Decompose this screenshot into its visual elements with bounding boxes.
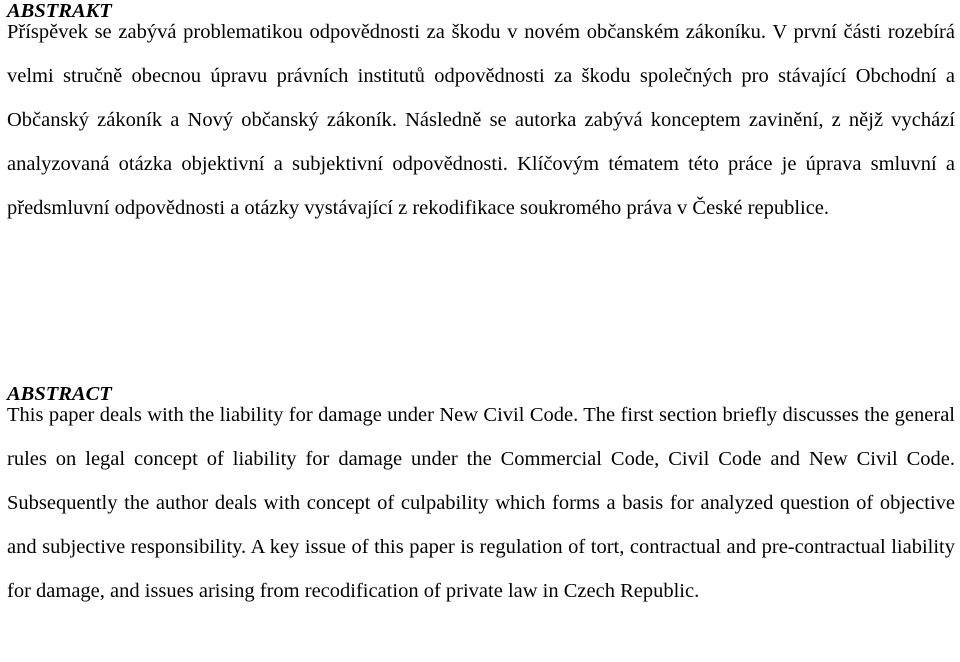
abstrakt-paragraph: Příspěvek se zabývá problematikou odpovědnosti za škodu v novém občanském zákoníku. V první části rozebírá velmi stručně obecnou úpravu právních institutů odpovědnosti za škodu společných pro stávající Obchodní a Občanský zákoník a Nový občanský zákoník. Následně se autorka zabývá konceptem zavinění, z nějž vychází analyzovaná otázka objektivní a subjektivní odpovědnosti. Klíčovým tématem této práce je úprava smluvní a předsmluvní odpovědnosti a otázky vystávající z rekodifikace soukromého práva v České republice. (7, 21, 955, 219)
abstract-heading: ABSTRACT (7, 383, 112, 405)
abstract-section (7, 383, 955, 613)
document-page (7, 0, 955, 602)
abstrakt-heading: ABSTRAKT (7, 0, 112, 22)
abstrakt-section (7, 0, 955, 230)
abstract-paragraph: This paper deals with the liability for damage under New Civil Code. The first section briefly discusses the general rules on legal concept of liability for damage under the Commercial Code, Civil Code and New Civil Code. Subsequently the author deals with concept of culpability which forms a basis for analyzed question of objective and subjective responsibility. A key issue of this paper is regulation of tort, contractual and pre-contractual liability for damage, and issues arising from recodification of private law in Czech Republic. (7, 404, 955, 602)
